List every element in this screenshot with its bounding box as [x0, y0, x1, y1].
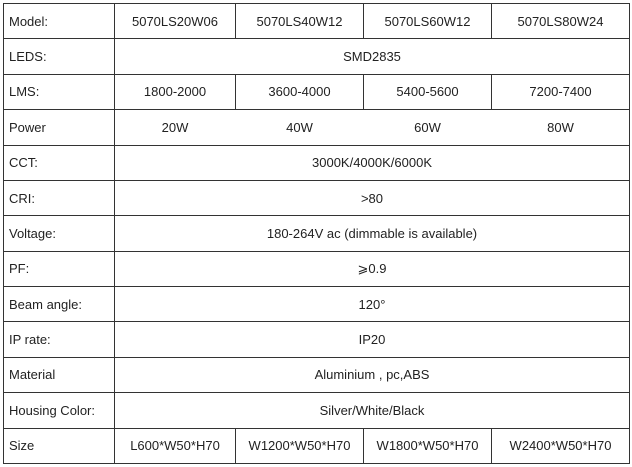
model-value-2: 5070LS40W12: [236, 4, 364, 39]
size-value-4: W2400*W50*H70: [492, 428, 630, 464]
table-row-leds: [4, 39, 630, 74]
row-label-leds: LEDS:: [4, 39, 115, 74]
table-row-cri: [4, 180, 630, 215]
size-value-1: L600*W50*H70: [115, 428, 236, 464]
power-value-2: 40W: [236, 110, 364, 145]
row-label-housing-color: Housing Color:: [4, 393, 115, 428]
row-label-beam-angle: Beam angle:: [4, 287, 115, 322]
lms-value-4: 7200-7400: [492, 74, 630, 109]
row-label-cct: CCT:: [4, 145, 115, 180]
model-value-3: 5070LS60W12: [364, 4, 492, 39]
table-row-pf: [4, 251, 630, 286]
power-value-3: 60W: [364, 110, 492, 145]
power-value-4: 80W: [492, 110, 630, 145]
housing-color-value: Silver/White/Black: [115, 393, 630, 428]
lms-value-3: 5400-5600: [364, 74, 492, 109]
table-row-material: [4, 357, 630, 392]
power-value-1: 20W: [115, 110, 236, 145]
model-value-4: 5070LS80W24: [492, 4, 630, 39]
pf-value: ⩾0.9: [115, 251, 630, 286]
table-row-size: [4, 428, 630, 464]
beam-angle-value: 120°: [115, 287, 630, 322]
row-label-size: Size: [4, 428, 115, 464]
lms-value-2: 3600-4000: [236, 74, 364, 109]
row-label-power: Power: [4, 110, 115, 145]
table-row-cct: [4, 145, 630, 180]
table-row-ip-rate: [4, 322, 630, 357]
row-label-lms: LMS:: [4, 74, 115, 109]
spec-table: [3, 3, 630, 464]
size-value-3: W1800*W50*H70: [364, 428, 492, 464]
size-value-2: W1200*W50*H70: [236, 428, 364, 464]
table-row-power: [4, 110, 630, 145]
row-label-ip-rate: IP rate:: [4, 322, 115, 357]
row-label-model: Model:: [4, 4, 115, 39]
voltage-value: 180-264V ac (dimmable is available): [115, 216, 630, 251]
row-label-cri: CRI:: [4, 180, 115, 215]
cri-value: >80: [115, 180, 630, 215]
model-value-1: 5070LS20W06: [115, 4, 236, 39]
table-row-housing-color: [4, 393, 630, 428]
lms-value-1: 1800-2000: [115, 74, 236, 109]
material-value: Aluminium , pc,ABS: [115, 357, 630, 392]
table-row-model: [4, 4, 630, 39]
table-row-lms: [4, 74, 630, 109]
table-row-beam-angle: [4, 287, 630, 322]
row-label-pf: PF:: [4, 251, 115, 286]
leds-value: SMD2835: [115, 39, 630, 74]
cct-value: 3000K/4000K/6000K: [115, 145, 630, 180]
table-row-voltage: [4, 216, 630, 251]
row-label-voltage: Voltage:: [4, 216, 115, 251]
row-label-material: Material: [4, 357, 115, 392]
ip-rate-value: IP20: [115, 322, 630, 357]
